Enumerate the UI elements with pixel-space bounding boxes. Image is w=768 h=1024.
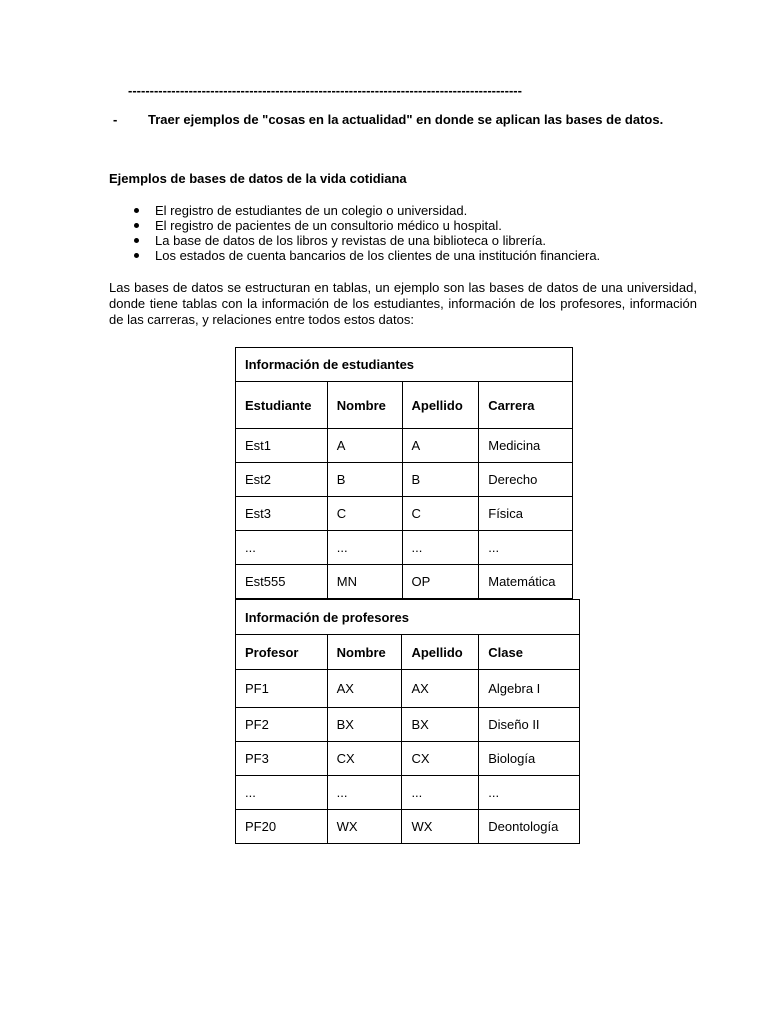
table-title: Información de estudiantes — [236, 348, 573, 382]
table-cell: WX — [402, 810, 479, 844]
table-cell: MN — [327, 565, 402, 599]
column-header: Nombre — [327, 382, 402, 429]
table-row — [236, 565, 573, 599]
table-cell: Matemática — [479, 565, 573, 599]
task-marker: - — [113, 112, 118, 127]
table-cell: OP — [402, 565, 479, 599]
table-row — [236, 670, 580, 708]
table-cell: Física — [479, 497, 573, 531]
table-cell: ... — [402, 776, 479, 810]
table-cell: ... — [236, 531, 328, 565]
table-cell: CX — [402, 742, 479, 776]
table-cell: Est3 — [236, 497, 328, 531]
table-cell: PF3 — [236, 742, 328, 776]
explanation-paragraph: Las bases de datos se estructuran en tablas, un ejemplo son las bases de datos de una universidad, donde tiene tablas con la información de los estudiantes, información de los profesores, información de las carreras, y relaciones entre todos estos datos: — [109, 280, 697, 327]
table-cell: Deontología — [479, 810, 580, 844]
column-header: Carrera — [479, 382, 573, 429]
table-cell: ... — [479, 531, 573, 565]
table-cell: PF1 — [236, 670, 328, 708]
table-row — [236, 776, 580, 810]
table-cell: Est2 — [236, 463, 328, 497]
table-cell: PF2 — [236, 708, 328, 742]
examples-heading: Ejemplos de bases de datos de la vida cotidiana — [109, 171, 407, 186]
task-text: Traer ejemplos de "cosas en la actualidad" en donde se aplican las bases de datos. — [148, 112, 664, 127]
table-cell: AX — [402, 670, 479, 708]
table-row — [236, 497, 573, 531]
column-header: Apellido — [402, 382, 479, 429]
table-cell: A — [402, 429, 479, 463]
table-title-row — [236, 348, 573, 382]
table-row — [236, 463, 573, 497]
table-cell: BX — [402, 708, 479, 742]
table-cell: BX — [327, 708, 402, 742]
table-row — [236, 810, 580, 844]
column-header: Estudiante — [236, 382, 328, 429]
table-cell: ... — [236, 776, 328, 810]
table-cell: AX — [327, 670, 402, 708]
column-header: Apellido — [402, 635, 479, 670]
table-cell: Est1 — [236, 429, 328, 463]
task-statement — [113, 112, 697, 127]
table-row — [236, 429, 573, 463]
table-row — [236, 742, 580, 776]
table-cell: Medicina — [479, 429, 573, 463]
table-cell: CX — [327, 742, 402, 776]
list-item: Los estados de cuenta bancarios de los clientes de una institución financiera. — [133, 248, 600, 263]
list-item: El registro de pacientes de un consultorio médico u hospital. — [133, 218, 600, 233]
separator-line: ------------------------------------------------------------------------------------------- — [128, 83, 522, 98]
table-title-row — [236, 600, 580, 635]
table-cell: ... — [327, 531, 402, 565]
table-cell: Derecho — [479, 463, 573, 497]
examples-list — [133, 203, 600, 263]
column-header: Clase — [479, 635, 580, 670]
table-cell: ... — [402, 531, 479, 565]
table-cell: C — [327, 497, 402, 531]
professors-table — [235, 599, 580, 844]
table-header-row — [236, 635, 580, 670]
column-header: Nombre — [327, 635, 402, 670]
table-cell: A — [327, 429, 402, 463]
table-cell: Biología — [479, 742, 580, 776]
table-cell: PF20 — [236, 810, 328, 844]
list-item: El registro de estudiantes de un colegio o universidad. — [133, 203, 600, 218]
students-table — [235, 347, 573, 599]
table-cell: ... — [327, 776, 402, 810]
table-title: Información de profesores — [236, 600, 580, 635]
column-header: Profesor — [236, 635, 328, 670]
table-cell: ... — [479, 776, 580, 810]
table-cell: B — [402, 463, 479, 497]
table-header-row — [236, 382, 573, 429]
table-row — [236, 708, 580, 742]
table-cell: Algebra I — [479, 670, 580, 708]
list-item: La base de datos de los libros y revistas de una biblioteca o librería. — [133, 233, 600, 248]
table-row — [236, 531, 573, 565]
table-cell: Est555 — [236, 565, 328, 599]
table-cell: Diseño II — [479, 708, 580, 742]
table-cell: C — [402, 497, 479, 531]
table-cell: B — [327, 463, 402, 497]
table-cell: WX — [327, 810, 402, 844]
